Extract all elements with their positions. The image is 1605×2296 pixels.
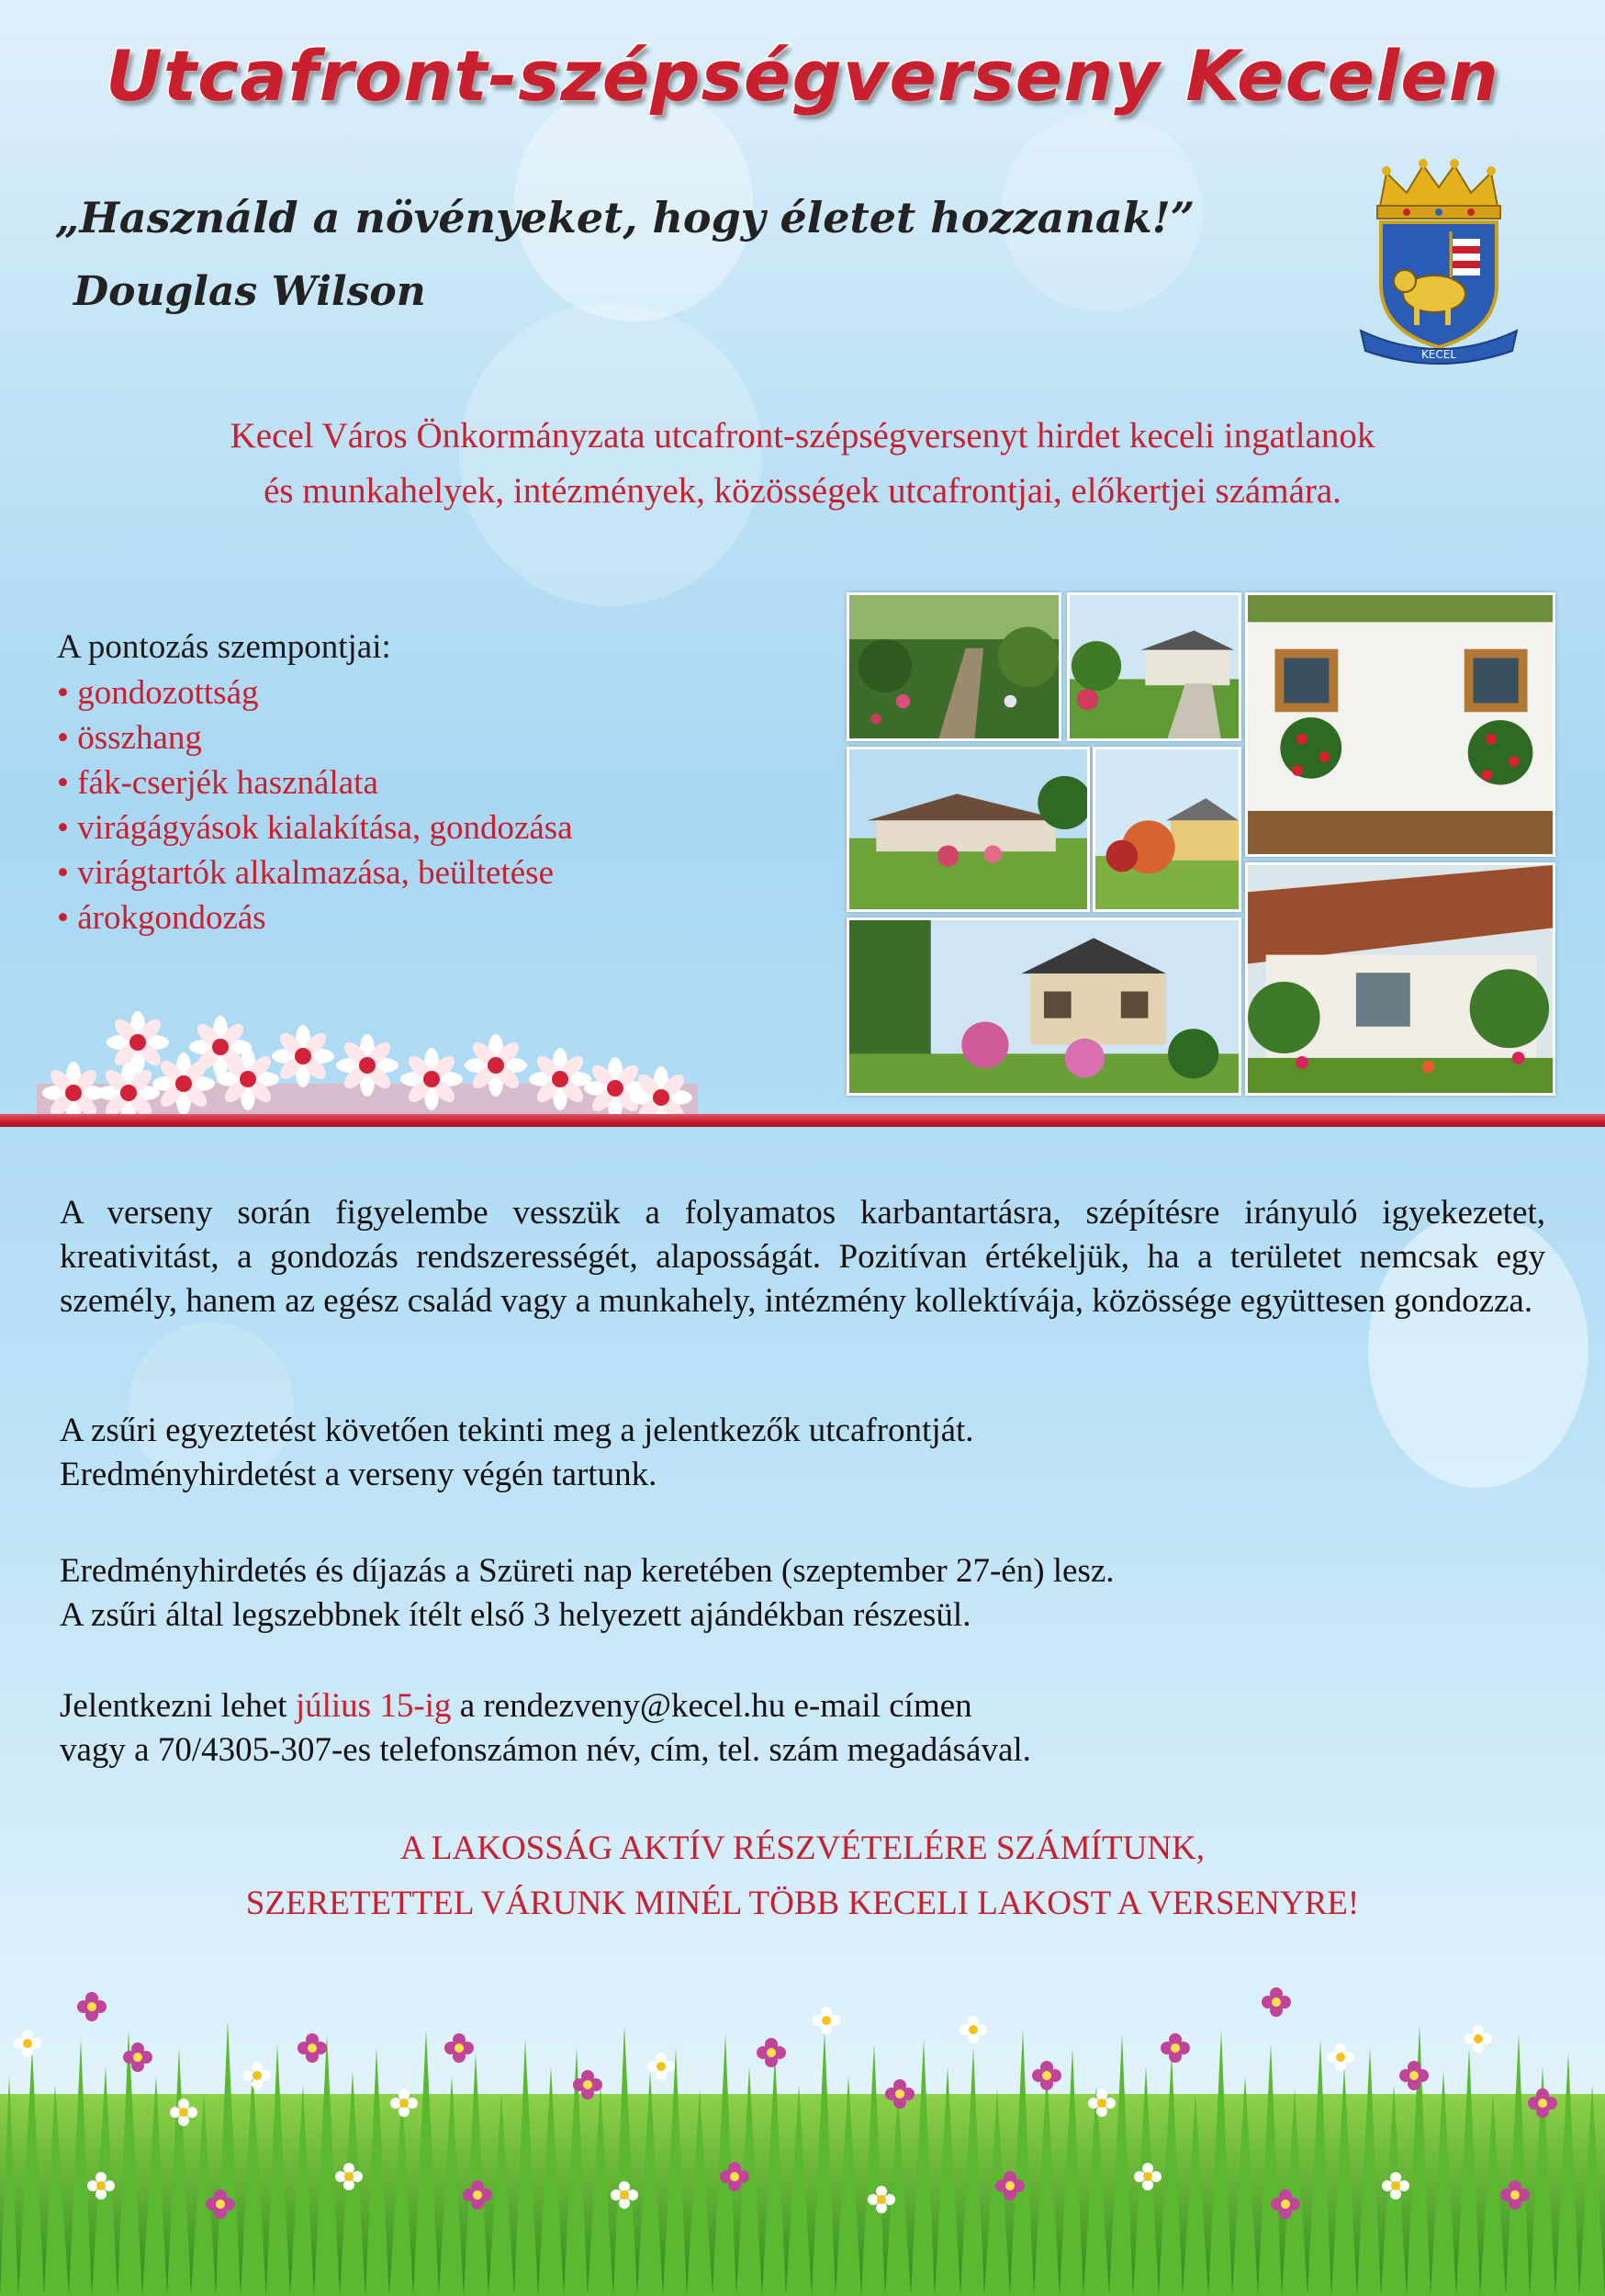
- apply-suffix: a rendezveny@kecel.hu e-mail címen: [459, 1687, 972, 1725]
- quote-author: Douglas Wilson: [73, 268, 426, 315]
- criteria-item: • virágtartók alkalmazása, beültetése: [57, 850, 791, 895]
- criteria-heading: A pontozás szempontjai:: [57, 628, 391, 666]
- closing-line: A LAKOSSÁG AKTÍV RÉSZVÉTELÉRE SZÁMÍTUNK,: [399, 1829, 1205, 1867]
- intro-line: és munkahelyek, intézmények, közösségek utcafrontjai, előkertjei számára.: [264, 471, 1341, 511]
- body-line: Eredményhirdetés és díjazás a Szüreti nap keretében (szeptember 27-én) lesz.: [60, 1552, 1115, 1590]
- criteria-list: [57, 625, 791, 940]
- criteria-item: • virágágyások kialakítása, gondozása: [57, 805, 791, 850]
- closing-text: [0, 1821, 1605, 1931]
- daisy-flowers: [37, 992, 698, 1120]
- criteria-item: • árokgondozás: [57, 895, 791, 940]
- intro-text: [37, 409, 1568, 519]
- apply-paragraph: [60, 1684, 1545, 1773]
- big-house-photo: [847, 917, 1241, 1096]
- body-line: A zsűri egyeztetést követően tekinti meg a jelentkezők utcafrontját.: [60, 1412, 974, 1449]
- yellow-house-photo: [1093, 747, 1241, 912]
- criteria-item: • gondozottság: [57, 670, 791, 715]
- apply-line-2: vagy a 70/4305-307-es telefonszámon név, cím, tel. szám megadásával.: [60, 1731, 1031, 1769]
- quote-text: „Használd a növényeket, hogy életet hozzanak!”: [55, 193, 1195, 242]
- body-paragraph-2: [60, 1409, 1545, 1497]
- coat-of-arms-icon: [1342, 147, 1535, 367]
- page-title: Utcafront-szépségverseny Kecelen: [106, 35, 1499, 117]
- apply-line: [60, 1684, 1545, 1728]
- criteria-item: • fák-cserjék használata: [57, 760, 791, 805]
- cottage-photo: [1245, 862, 1555, 1096]
- flower-wall-photo: [1245, 592, 1555, 857]
- divider-line: [0, 1114, 1605, 1127]
- house-driveway-photo: [1067, 592, 1241, 741]
- photo-collage: [847, 592, 1555, 1096]
- garden-path-photo: [847, 592, 1061, 741]
- body-paragraph-1: A verseny során figyelembe vesszük a folyamatos karbantartásra, szépítésre irányuló igyekezetet, kreativitást, a gondozás rendszerességét, alaposságát. Pozitívan értékeljük, ha a területet nemcsak egy személy, hanem az egész család vagy a munkahely, intézmény kollektívája, közössége együttesen gondozza.: [60, 1194, 1545, 1320]
- body-paragraph-3: [60, 1549, 1545, 1638]
- criteria-item: • összhang: [57, 715, 791, 760]
- body-line: A zsűri által legszebbnek ítélt első 3 helyezett ajándékban részesül.: [60, 1596, 971, 1634]
- apply-prefix: Jelentkezni lehet: [60, 1687, 287, 1725]
- coat-label: KECEL: [1420, 348, 1457, 361]
- intro-line: Kecel Város Önkormányzata utcafront-szépségversenyt hirdet keceli ingatlanok: [230, 416, 1375, 456]
- body-line: Eredményhirdetést a verseny végén tartunk.: [60, 1456, 657, 1493]
- apply-deadline: július 15-ig: [295, 1687, 452, 1725]
- grass-meadow: [0, 1965, 1605, 2296]
- closing-line: SZERETETTEL VÁRUNK MINÉL TÖBB KECELI LAKOST A VERSENYRE!: [245, 1885, 1360, 1922]
- ranch-house-photo: [847, 747, 1090, 912]
